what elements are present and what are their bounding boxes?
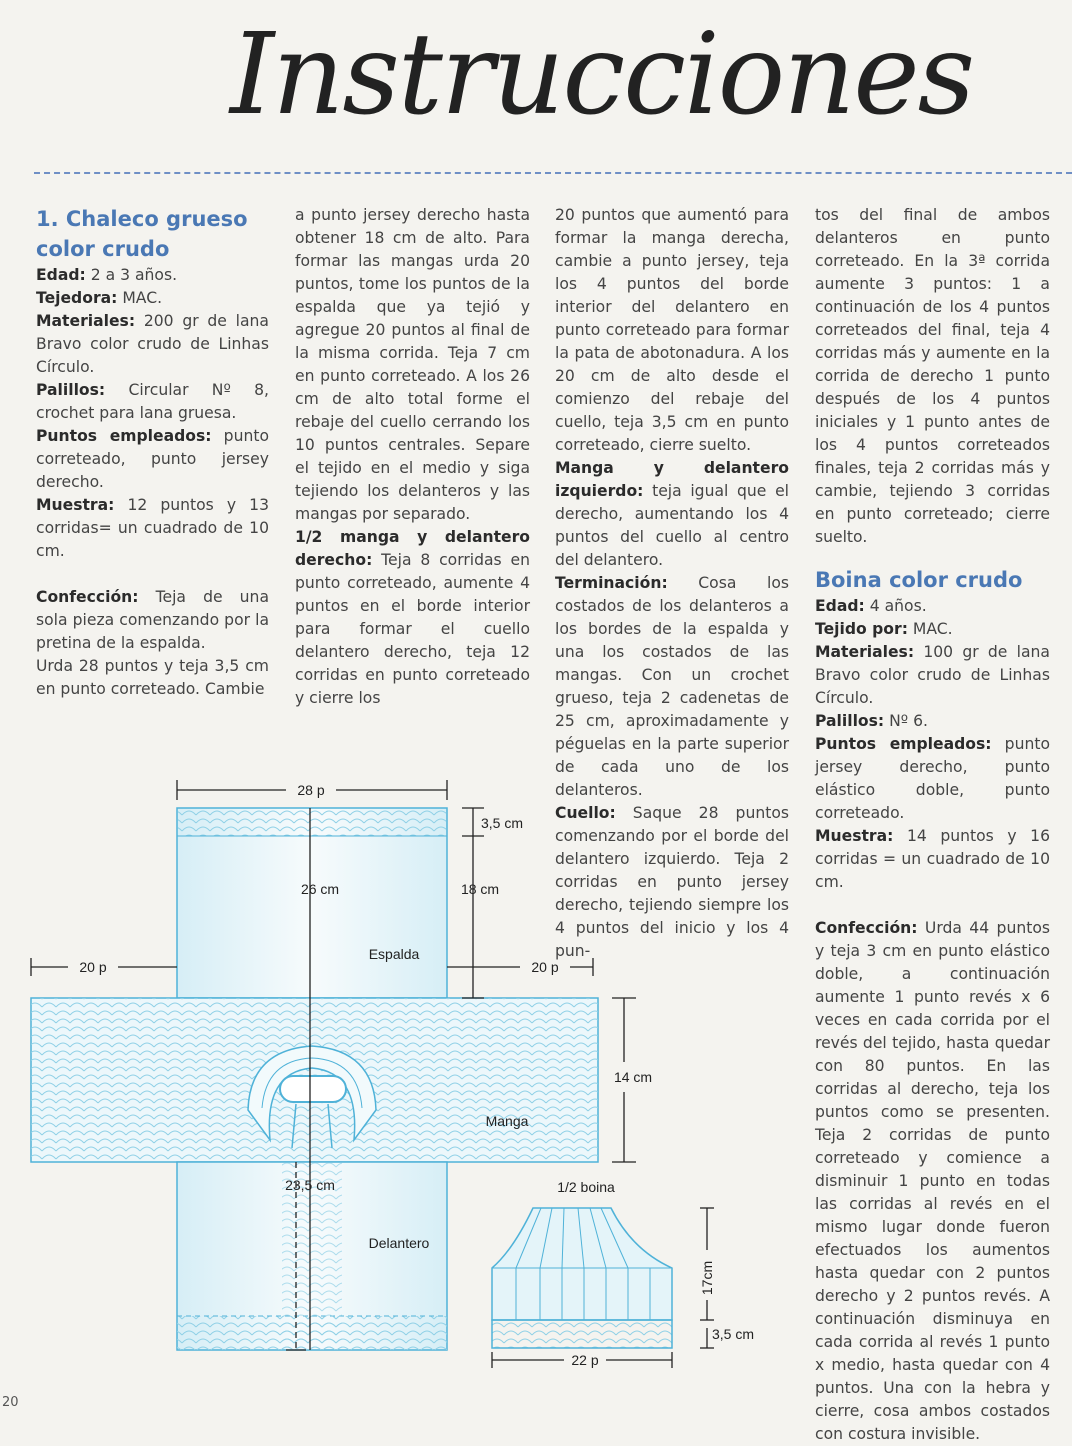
beret-height-label: 17cm (699, 1260, 715, 1296)
boina-edad-value: 4 años. (864, 597, 927, 615)
muestra-value: 12 puntos y 13 corridas= un cuadrado de 10 cm. (36, 496, 269, 560)
beret-title-label: 1/2 boina (557, 1179, 615, 1195)
materiales-value: 200 gr de lana Bravo color crudo de Linhas Círculo. (36, 312, 269, 376)
page-number: 20 (2, 1395, 19, 1410)
col3-paragraph: 20 puntos que aumentó para formar la manga derecha, cambie a punto jersey, teja los 4 puntos del borde interior del delantero en punto correteado para formar la pata de abotonadura. A los 20 cm de alto desde el comienzo del rebaje del cuello, teja 3,5 cm en punto correteado, cierre suelto. (555, 206, 789, 454)
puntos-value: punto correteado, punto jersey derecho. (36, 427, 269, 491)
boina-palillos-value: Nº 6. (884, 712, 928, 730)
palillos-value: Circular Nº 8, crochet para lana gruesa. (36, 381, 269, 422)
tejedora-value: MAC. (117, 289, 163, 307)
sleeve-left-label: 20 p (79, 959, 107, 975)
manga-derecha-label: 1/2 manga y delantero derecho: (295, 528, 530, 569)
boina-muestra-value: 14 puntos y 16 corridas = un cuadrado de 10 cm. (815, 827, 1050, 891)
manga-izquierda-value: teja igual que el derecho, aumentando los 4 puntos del cuello al centro del delantero. (555, 482, 789, 569)
confeccion-value: Teja de una sola pieza comenzando por la pretina de la espalda. (36, 588, 269, 652)
boina-puntos-value: punto jersey derecho, punto elástico doble, punto correteado. (815, 735, 1050, 822)
boina-confeccion-value: Urda 44 puntos y teja 3 cm en punto elástico doble, a continuación aumente 1 punto revés x 6 veces en cada corrida por el revés del tejido, hasta quedar con 80 puntos. En las corridas al derecho, teja los puntos como se presenten. Teja 2 corridas de punto correteado y comience a disminuir 1 punto en todas las corridas al revés en el mismo lugar donde fueron efectuados los aumentos hasta quedar con 2 puntos derecho y 2 puntos revés. A continuación disminuya en cada corrida al revés 1 punto x medio, hasta quedar con 4 puntos. Una con la hebra y cierre, cosa ambos costados con costura invisible. (815, 919, 1050, 1443)
materiales-label: Materiales: (36, 312, 136, 330)
cuello-value: Saque 28 puntos comenzando por el borde del delantero izquierdo. Teja 2 corridas en punto jersey derecho, tejiendo siempre los 4 puntos del inicio y los 4 pun- (555, 804, 789, 960)
sleeve-height-label: 14 cm (613, 1069, 653, 1085)
boina-materiales-value: 100 gr de lana Bravo color crudo de Linhas Círculo. (815, 643, 1050, 707)
cuello-label: Cuello: (555, 804, 616, 822)
confeccion-label: Confección: (36, 588, 139, 606)
sleeve-right-label: 20 p (531, 959, 559, 975)
back-height-label: 18 cm (460, 881, 500, 897)
manga-izquierda-label: Manga y delantero izquierdo: (555, 459, 789, 500)
sleeve-label: Manga (485, 1113, 529, 1129)
boina-materiales-label: Materiales: (815, 643, 915, 661)
total-height-label: 26 cm (300, 881, 340, 897)
terminacion-label: Terminación: (555, 574, 668, 592)
pretina-label: 3,5 cm (481, 815, 524, 831)
beret-piece (492, 1208, 672, 1348)
beret-band-label: 3,5 cm (712, 1326, 755, 1342)
muestra-label: Muestra: (36, 496, 115, 514)
puntos-label: Puntos empleados: (36, 427, 212, 445)
col2-paragraph: a punto jersey derecho hasta obtener 18 cm de alto. Para formar las mangas urda 20 puntos, tome los puntos de la espalda que ya tejió y agregue 20 puntos al final de la misma corrida. Teja 7 cm en punto correteado. A los 26 cm de alto total forme el rebaje del cuello cerrando los 10 puntos centrales. Separe el tejido en el medio y siga tejiendo los delanteros y las mangas por separado. (295, 206, 530, 523)
boina-puntos-label: Puntos empleados: (815, 735, 992, 753)
boina-muestra-label: Muestra: (815, 827, 894, 845)
front-label: Delantero (368, 1235, 430, 1251)
top-width-label: 28 p (297, 782, 325, 798)
tejedora-label: Tejedora: (36, 289, 118, 307)
heading-boina: Boina color crudo (815, 568, 1023, 592)
palillos-label: Palillos: (36, 381, 106, 399)
boina-palillos-label: Palillos: (815, 712, 885, 730)
manga-derecha-value: Teja 8 corridas en punto correteado, aumente 4 puntos en el borde interior para formar el cuello delantero derecho, teja 12 corridas en punto correteado y cierre los (295, 551, 530, 707)
page-title: Instrucciones (230, 10, 974, 140)
boina-tejido-label: Tejido por: (815, 620, 908, 638)
confeccion-continued: Urda 28 puntos y teja 3,5 cm en punto correteado. Cambie (36, 657, 269, 698)
boina-confeccion-label: Confección: (815, 919, 918, 937)
edad-label: Edad: (36, 266, 86, 284)
espalda-piece (177, 808, 447, 998)
beret-width-label: 22 p (571, 1352, 599, 1368)
boina-tejido-value: MAC. (907, 620, 953, 638)
boina-edad-label: Edad: (815, 597, 865, 615)
back-label: Espalda (368, 946, 420, 962)
front-height-label: 23,5 cm (285, 1177, 335, 1193)
heading-chaleco: 1. Chaleco grueso color crudo (36, 207, 248, 261)
col4-paragraph: tos del final de ambos delanteros en punto correteado. En la 3ª corrida aumente 3 puntos: 1 a continuación de los 4 puntos correteados del final, teja 4 corridas más y aumente en la corrida de derecho 1 punto después de los 4 puntos iniciales y 1 punto antes de los 4 puntos correteados finales, teja 2 corridas más y cambie, tejiendo 3 corridas en punto correteado; cierre suelto. (815, 206, 1050, 546)
terminacion-value: Cosa los costados de los delanteros a los bordes de la espalda y una los costados de las mangas. Con un crochet grueso, teja 2 cadenetas de 25 cm, aproximadamente y péguelas en la parte superior de cada uno de los delanteros. (555, 574, 789, 799)
edad-value: 2 a 3 años. (85, 266, 178, 284)
